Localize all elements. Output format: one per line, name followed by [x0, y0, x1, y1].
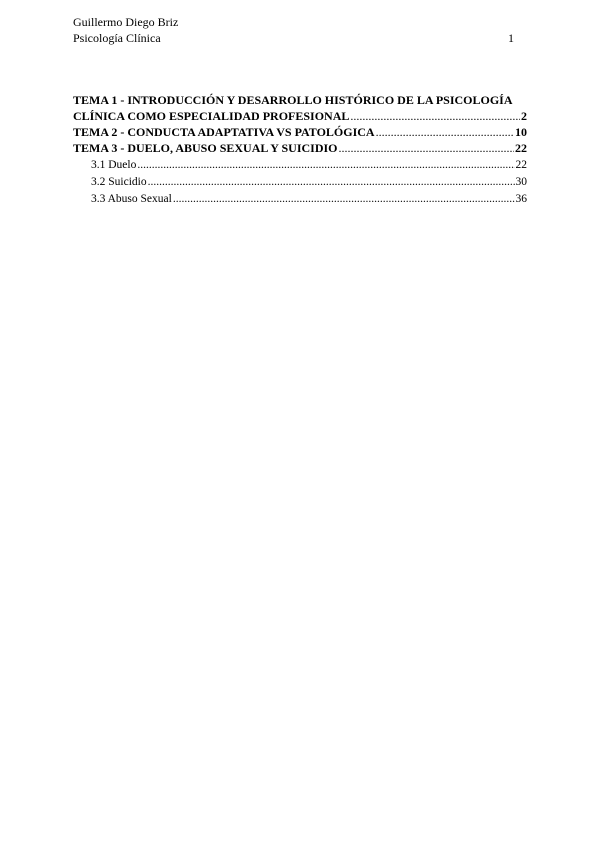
toc-entry-abuso-sexual[interactable]: [73, 191, 527, 207]
toc-dot-leader: [339, 140, 515, 156]
toc-entry-title: TEMA 3 - DUELO, ABUSO SEXUAL Y SUICIDIO: [73, 141, 338, 155]
toc-entry-title: TEMA 2 - CONDUCTA ADAPTATIVA VS PATOLÓGICA: [73, 125, 375, 139]
toc-entry-page: 36: [515, 193, 527, 205]
toc-entry-suicidio[interactable]: [73, 174, 527, 190]
toc-entry-title: TEMA 1 - INTRODUCCIÓN Y DESARROLLO HISTÓRICO DE LA PSICOLOGÍA: [73, 93, 513, 107]
toc-entry-page: 2: [521, 109, 527, 123]
toc-dot-leader: [350, 108, 520, 124]
header-subject: Psicología Clínica: [73, 31, 161, 45]
toc-entry-title: 3.3 Abuso Sexual: [91, 193, 172, 205]
header-page-number: 1: [508, 31, 514, 45]
toc-entry-duelo[interactable]: [73, 157, 527, 173]
header-author: Guillermo Diego Briz: [73, 15, 179, 29]
page-header: [73, 14, 514, 46]
toc-entry-tema-3[interactable]: [73, 140, 527, 156]
toc-entry-title: 3.2 Suicidio: [91, 176, 147, 188]
toc-entry-page: 22: [515, 141, 527, 155]
toc-dot-leader: [137, 157, 514, 173]
toc-entry-page: 10: [515, 125, 527, 139]
toc-entry-title: 3.1 Duelo: [91, 159, 137, 171]
toc-entry-page: 22: [515, 159, 527, 171]
toc-dot-leader: [148, 174, 515, 190]
table-of-contents: [73, 92, 527, 207]
toc-entry-tema-1[interactable]: [73, 92, 527, 124]
toc-entry-tema-2[interactable]: [73, 124, 527, 140]
toc-dot-leader: [376, 124, 514, 140]
toc-entry-page: 30: [515, 176, 527, 188]
toc-entry-title-continued: CLÍNICA COMO ESPECIALIDAD PROFESIONAL: [73, 109, 350, 123]
toc-dot-leader: [173, 191, 515, 207]
